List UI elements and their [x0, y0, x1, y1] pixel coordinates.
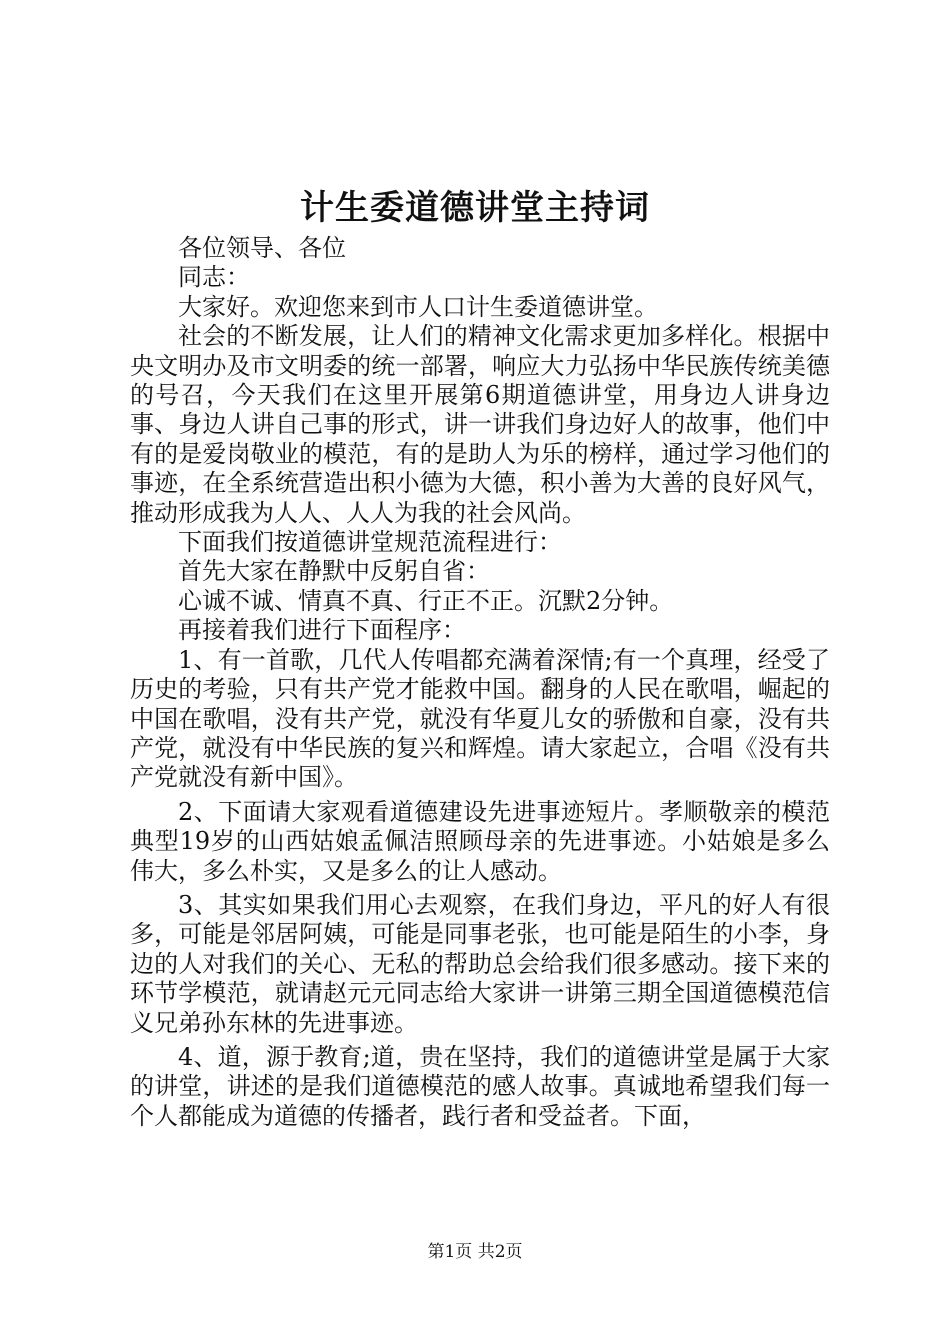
paragraph-silence: 心诚不诚、情真不真、行正不正。沉默2分钟。 — [178, 586, 674, 615]
paragraph-salutation: 各位领导、各位 — [178, 234, 346, 262]
document-body — [130, 234, 830, 1131]
paragraph-item-1: 1、有一首歌，几代人传唱都充满着深情;有一个真理，经受了历史的考验，只有共产党才能救中国。翻身的人民在歌唱，崛起的中国在歌唱，没有共产党，就没有华夏儿女的骄傲和自豪，没有共产党，就没有中华民族的复兴和辉煌。请大家起立，合唱《没有共产党就没有新中国》。 — [130, 645, 830, 792]
paragraph-procedure: 下面我们按道德讲堂规范流程进行： — [178, 528, 562, 557]
paragraph-intro: 社会的不断发展，让人们的精神文化需求更加多样化。根据中央文明办及市文明委的统一部署，响应大力弘扬中华民族传统美德的号召，今天我们在这里开展第6期道德讲堂，用身边人讲身边事、身边人讲自己事的形式，讲一讲我们身边好人的故事，他们中有的是爱岗敬业的模范，有的是助人为乐的榜样，通过学习他们的事迹，在全系统营造出积小德为大德，积小善为大善的良好风气，推动形成我为人人、人人为我的社会风尚。 — [130, 322, 830, 527]
paragraph-next-program: 再接着我们进行下面程序： — [178, 616, 466, 645]
paragraph-salutation-cont: 同志： — [178, 263, 250, 292]
paragraph-item-3: 3、其实如果我们用心去观察，在我们身边，平凡的好人有很多，可能是邻居阿姨，可能是同事老张，也可能是陌生的小李，身边的人对我们的关心、无私的帮助总会给我们很多感动。接下来的环节学模范，就请赵元元同志给大家讲一讲第三期全国道德模范信义兄弟孙东林的先进事迹。 — [130, 890, 830, 1037]
paragraph-item-2: 2、下面请大家观看道德建设先进事迹短片。孝顺敬亲的模范典型19岁的山西姑娘孟佩洁照顾母亲的先进事迹。小姑娘是多么伟大，多么朴实，又是多么的让人感动。 — [130, 797, 830, 885]
paragraph-item-4: 4、道，源于教育;道，贵在坚持，我们的道德讲堂是属于大家的讲堂，讲述的是我们道德模范的感人故事。真诚地希望我们每一个人都能成为道德的传播者，践行者和受益者。下面， — [130, 1042, 830, 1130]
document-title: 计生委道德讲堂主持词 — [300, 188, 650, 228]
paragraph-welcome: 大家好。欢迎您来到市人口计生委道德讲堂。 — [178, 292, 658, 321]
page-number: 第1页 共2页 — [427, 1242, 523, 1262]
paragraph-reflection: 首先大家在静默中反躬自省： — [178, 557, 490, 586]
